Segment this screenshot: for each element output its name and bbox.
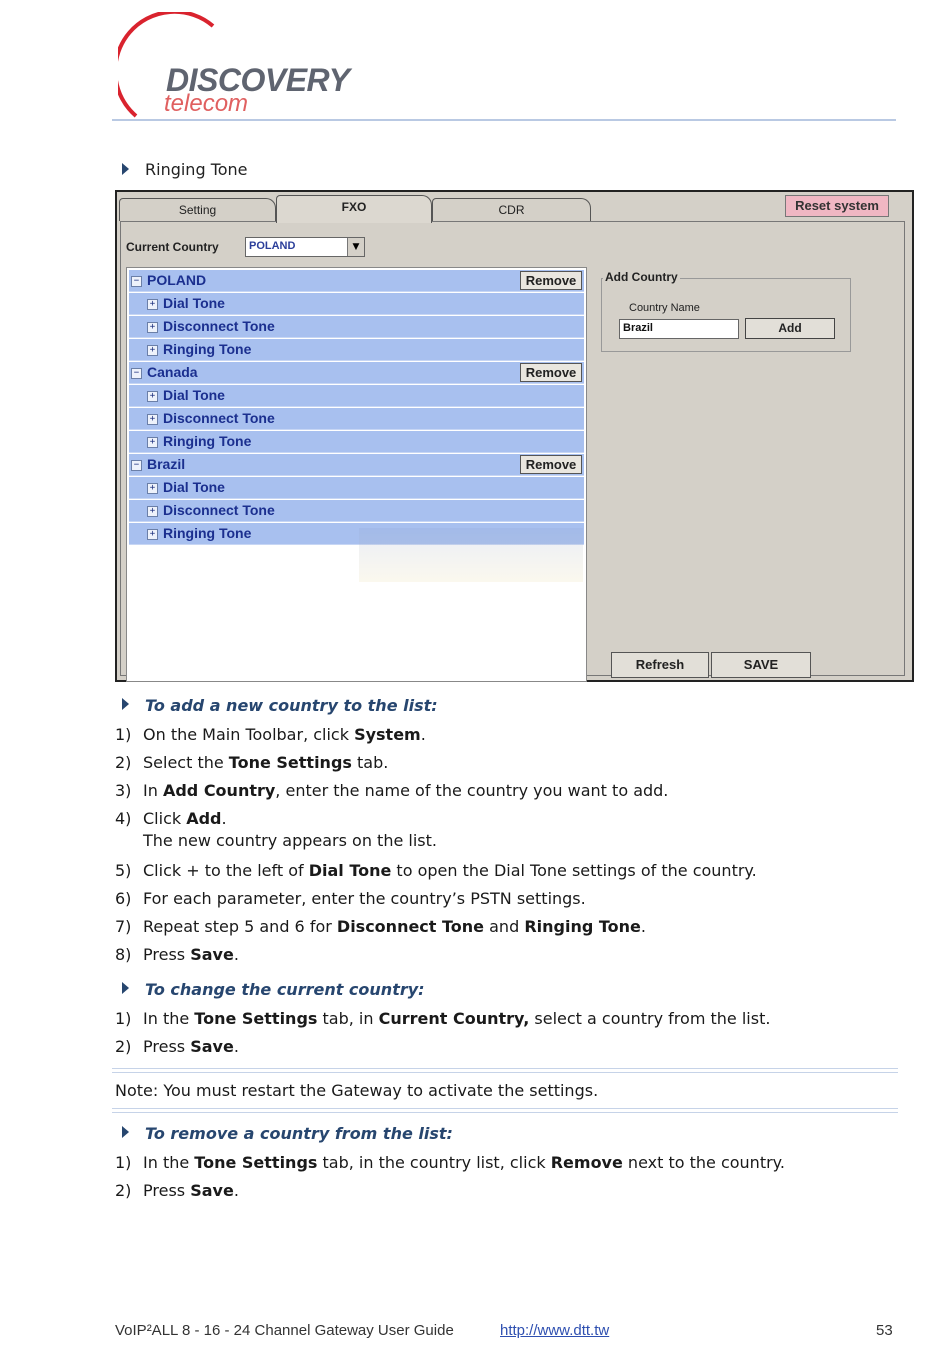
country-name-input[interactable]: Brazil (619, 319, 739, 339)
remove-button[interactable]: Remove (520, 455, 582, 474)
footer-title: VoIP²ALL 8 - 16 - 24 Channel Gateway User Guide (115, 1322, 454, 1339)
current-country-label: Current Country (126, 240, 219, 254)
tone-row[interactable] (129, 339, 584, 361)
tone-row[interactable] (129, 316, 584, 338)
collapse-icon[interactable]: − (131, 460, 142, 471)
country-name: Brazil (147, 456, 186, 472)
country-name: Canada (147, 364, 198, 380)
bullet-arrow-icon (122, 163, 129, 175)
section-title: Ringing Tone (145, 160, 248, 179)
bullet-arrow-icon (122, 1126, 129, 1138)
tone-settings-screenshot (115, 190, 914, 682)
current-country-select[interactable] (245, 237, 365, 257)
expand-icon[interactable]: + (147, 483, 158, 494)
add-country-heading: To add a new country to the list: (145, 696, 438, 715)
expand-icon[interactable]: + (147, 299, 158, 310)
tone-label: Ringing Tone (163, 433, 252, 449)
change-country-heading: To change the current country: (145, 980, 425, 999)
list-item: 5) Click + to the left of Dial Tone to open the Dial Tone settings of the country. (115, 861, 757, 880)
tone-label: Disconnect Tone (163, 502, 275, 518)
header-divider (112, 119, 896, 121)
tab-setting[interactable]: Setting (119, 198, 276, 221)
remove-button[interactable]: Remove (520, 271, 582, 290)
list-item: 7) Repeat step 5 and 6 for Disconnect Tone and Ringing Tone. (115, 917, 646, 936)
country-name: POLAND (147, 272, 207, 288)
add-country-group (601, 278, 851, 352)
tone-row[interactable] (129, 431, 584, 453)
collapse-icon[interactable]: − (131, 276, 142, 287)
expand-icon[interactable]: + (147, 345, 158, 356)
tone-label: Dial Tone (163, 295, 225, 311)
add-country-title: Add Country (605, 270, 678, 284)
tone-row[interactable] (129, 293, 584, 315)
note-divider-top (112, 1068, 898, 1073)
bullet-arrow-icon (122, 982, 129, 994)
country-row-poland[interactable] (129, 270, 584, 292)
expand-icon[interactable]: + (147, 391, 158, 402)
expand-icon[interactable]: + (147, 506, 158, 517)
remove-country-heading: To remove a country from the list: (145, 1124, 453, 1143)
add-button[interactable]: Add (745, 318, 835, 339)
list-item: 1) In the Tone Settings tab, in the country list, click Remove next to the country. (115, 1153, 785, 1172)
step-continuation: The new country appears on the list. (143, 831, 437, 850)
country-name-label: Country Name (629, 302, 700, 314)
bullet-arrow-icon (122, 698, 129, 710)
list-item: 8) Press Save. (115, 945, 239, 964)
list-item: 1) On the Main Toolbar, click System. (115, 725, 426, 744)
tab-fxo[interactable]: FXO (276, 195, 432, 223)
tone-row[interactable] (129, 385, 584, 407)
tone-label: Dial Tone (163, 387, 225, 403)
expand-icon[interactable]: + (147, 414, 158, 425)
refresh-button[interactable]: Refresh (611, 652, 709, 678)
list-item: 2) Press Save. (115, 1181, 239, 1200)
list-item: 6) For each parameter, enter the country’s PSTN settings. (115, 889, 586, 908)
current-country-value: POLAND (249, 240, 296, 252)
tone-row[interactable] (129, 408, 584, 430)
list-item: 2) Press Save. (115, 1037, 239, 1056)
chevron-down-icon[interactable]: ▼ (347, 238, 364, 256)
tone-row[interactable] (129, 477, 584, 499)
save-button[interactable]: SAVE (711, 652, 811, 678)
tone-label: Disconnect Tone (163, 318, 275, 334)
reset-system-button[interactable]: Reset system (785, 195, 889, 217)
tone-row[interactable] (129, 500, 584, 522)
expand-icon[interactable]: + (147, 437, 158, 448)
country-row-brazil[interactable] (129, 454, 584, 476)
tone-label: Dial Tone (163, 479, 225, 495)
expand-icon[interactable]: + (147, 529, 158, 540)
tab-cdr[interactable]: CDR (432, 198, 591, 221)
page-number: 53 (876, 1322, 893, 1339)
remove-button[interactable]: Remove (520, 363, 582, 382)
note-divider-bottom (112, 1108, 898, 1113)
tone-label: Ringing Tone (163, 525, 252, 541)
list-item: 4) Click Add. The new country appears on the list. (115, 809, 437, 850)
tone-label: Disconnect Tone (163, 410, 275, 426)
expand-icon[interactable]: + (147, 322, 158, 333)
logo-subtitle: telecom (164, 90, 249, 117)
country-tree (126, 267, 587, 682)
footer-link[interactable]: http://www.dtt.tw (500, 1322, 610, 1339)
list-item: 2) Select the Tone Settings tab. (115, 753, 389, 772)
tone-label: Ringing Tone (163, 341, 252, 357)
collapse-icon[interactable]: − (131, 368, 142, 379)
faded-watermark-image (359, 528, 583, 582)
logo-brand: DISCOVERY (166, 62, 350, 98)
list-item: 3) In Add Country, enter the name of the country you want to add. (115, 781, 669, 800)
country-row-canada[interactable] (129, 362, 584, 384)
list-item: 1) In the Tone Settings tab, in Current Country, select a country from the list. (115, 1009, 771, 1028)
note-text: Note: You must restart the Gateway to activate the settings. (115, 1081, 599, 1100)
